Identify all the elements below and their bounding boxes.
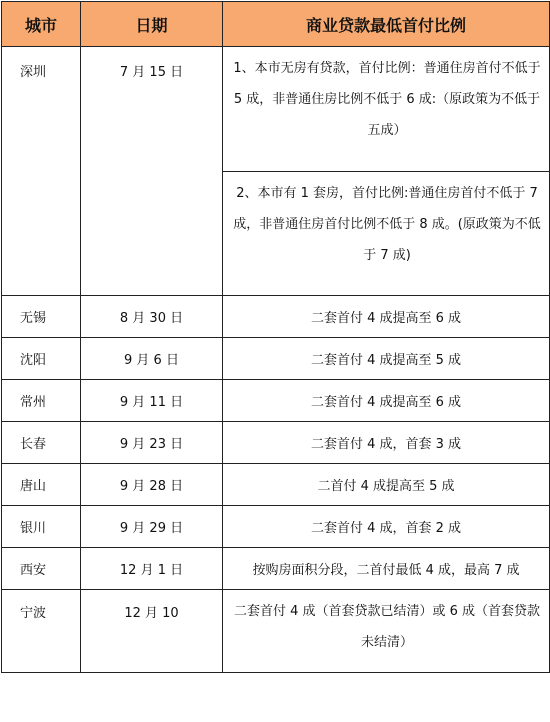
rule-cell: 二套首付 4 成（首套贷款已结清）或 6 成（首套贷款未结清） <box>223 590 550 673</box>
rule-cell: 二首付 4 成提高至 5 成 <box>223 464 550 506</box>
date-cell: 9 月 23 日 <box>81 422 223 464</box>
date-cell: 12 月 1 日 <box>81 548 223 590</box>
table-header-row <box>2 2 550 47</box>
city-cell: 宁波 <box>2 590 81 673</box>
table-row <box>2 380 550 422</box>
header-date: 日期 <box>81 2 223 47</box>
city-cell: 长春 <box>2 422 81 464</box>
table-row <box>2 506 550 548</box>
city-cell: 沈阳 <box>2 338 81 380</box>
table-row <box>2 338 550 380</box>
city-cell: 深圳 <box>2 47 81 296</box>
header-rule: 商业贷款最低首付比例 <box>223 2 550 47</box>
rule-cell: 二套首付 4 成提高至 5 成 <box>223 338 550 380</box>
date-cell: 9 月 11 日 <box>81 380 223 422</box>
date-cell: 9 月 6 日 <box>81 338 223 380</box>
rule-cell: 1、本市无房有贷款，首付比例：普通住房首付不低于 5 成，非普通住房比例不低于 6 成:（原政策为不低于五成） <box>223 47 550 172</box>
city-cell: 西安 <box>2 548 81 590</box>
rule-cell: 二套首付 4 成提高至 6 成 <box>223 380 550 422</box>
header-city: 城市 <box>2 2 81 47</box>
table-row <box>2 464 550 506</box>
city-cell: 无锡 <box>2 296 81 338</box>
down-payment-table <box>1 1 550 673</box>
rule-cell: 二套首付 4 成，首套 3 成 <box>223 422 550 464</box>
city-cell: 常州 <box>2 380 81 422</box>
date-cell: 8 月 30 日 <box>81 296 223 338</box>
city-cell: 银川 <box>2 506 81 548</box>
date-cell: 12 月 10 <box>81 590 223 673</box>
date-cell: 9 月 28 日 <box>81 464 223 506</box>
date-cell: 9 月 29 日 <box>81 506 223 548</box>
table-row <box>2 47 550 172</box>
rule-cell: 按购房面积分段，二首付最低 4 成，最高 7 成 <box>223 548 550 590</box>
city-cell: 唐山 <box>2 464 81 506</box>
rule-cell: 二套首付 4 成提高至 6 成 <box>223 296 550 338</box>
table-row <box>2 422 550 464</box>
table-row <box>2 590 550 673</box>
table-row <box>2 296 550 338</box>
rule-cell: 2、本市有 1 套房，首付比例:普通住房首付不低于 7 成，非普通住房首付比例不低于 8 成。(原政策为不低于 7 成) <box>223 172 550 296</box>
table-row <box>2 548 550 590</box>
rule-cell: 二套首付 4 成，首套 2 成 <box>223 506 550 548</box>
date-cell: 7 月 15 日 <box>81 47 223 296</box>
